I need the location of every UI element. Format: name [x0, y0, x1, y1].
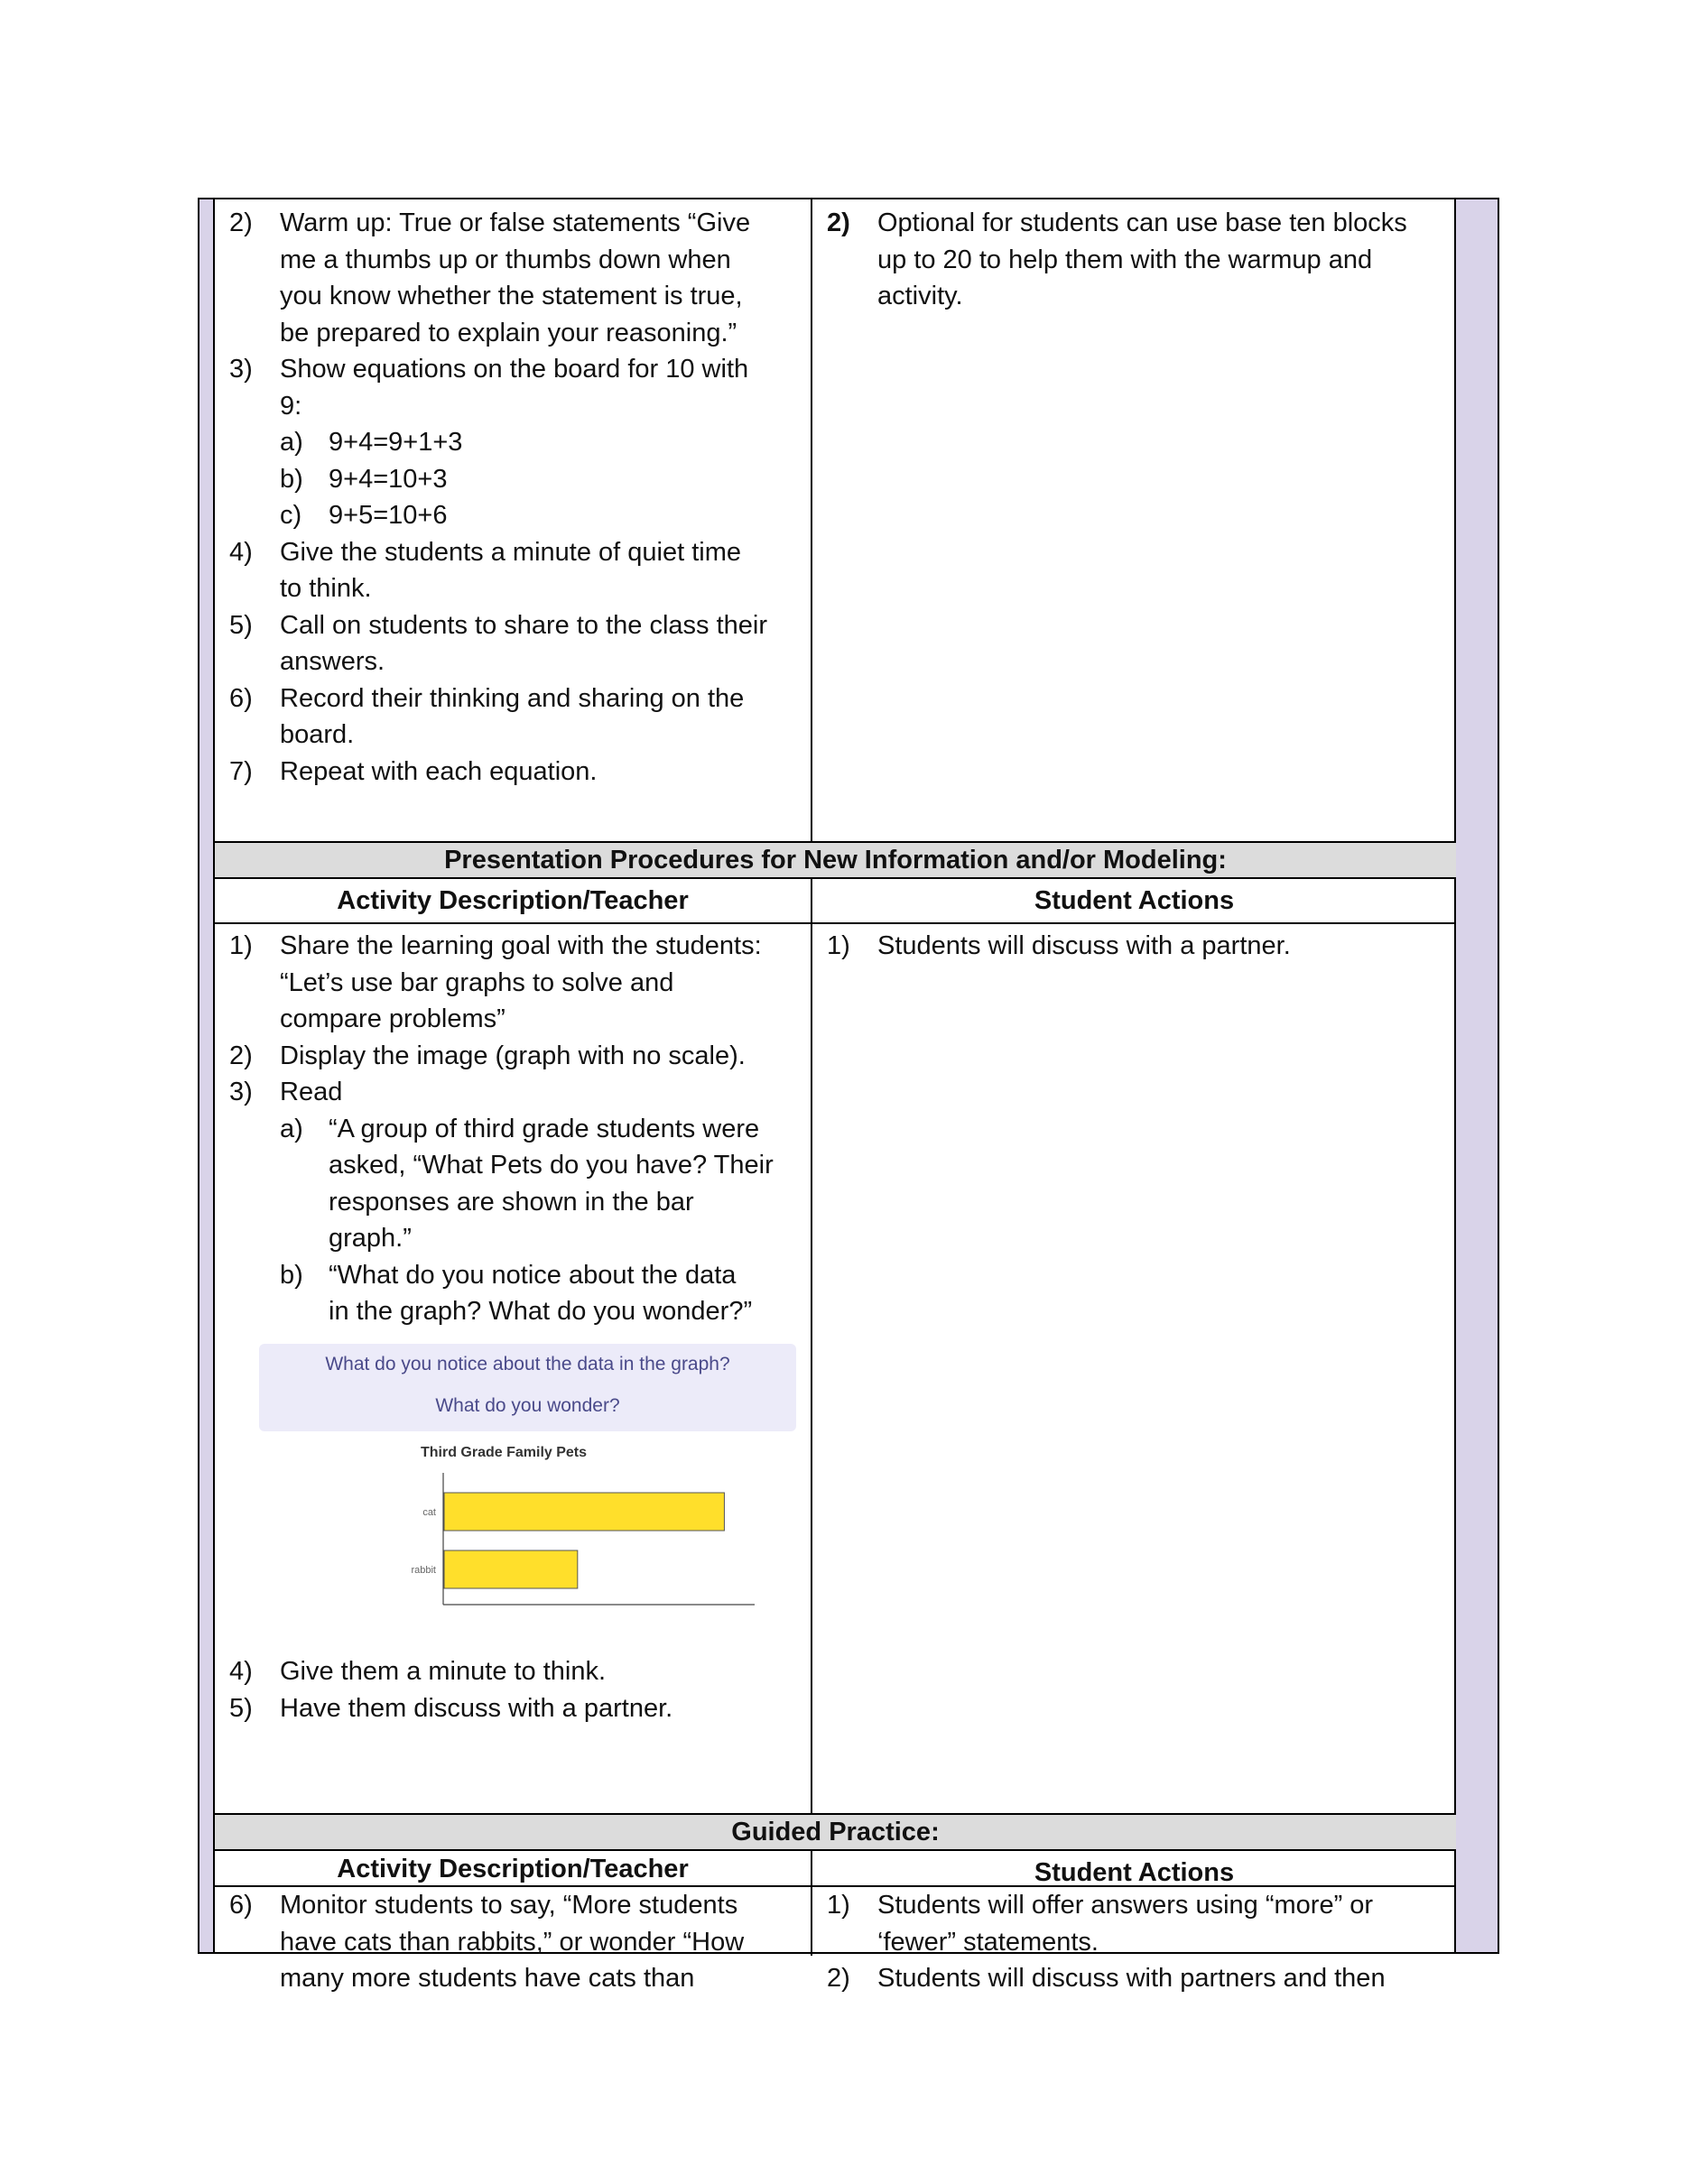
list-item: [215, 461, 811, 498]
callout-line-1: What do you notice about the data in the graph?: [325, 1354, 730, 1374]
guided-column-headings: [215, 1851, 1456, 1887]
list-item-number: 6): [229, 683, 253, 713]
list-item-number: 6): [229, 1891, 253, 1920]
lesson-plan-table: [198, 198, 1499, 1993]
list-item-line: Share the learning goal with the students:: [280, 931, 762, 960]
presentation-column-headings: [215, 879, 1456, 924]
list-item: [215, 680, 811, 754]
list-item: [215, 1257, 811, 1330]
list-item-line: 9:: [280, 391, 302, 421]
list-item-number: a): [280, 1114, 303, 1143]
list-item: [215, 1690, 811, 1727]
list-item-line: board.: [280, 720, 355, 749]
list-item: [215, 1038, 811, 1075]
list-item-number: b): [280, 1260, 303, 1290]
callout-line-2: What do you wonder?: [435, 1395, 620, 1416]
list-item-number: c): [280, 501, 302, 530]
presentation-student-cell: [812, 924, 1456, 1813]
list-item-number: 5): [229, 1693, 253, 1723]
list-item-number: 4): [229, 537, 253, 567]
list-item-number: a): [280, 428, 303, 457]
presentation-steps-list-continued: [215, 1653, 811, 1726]
list-item-number: 5): [229, 610, 253, 640]
list-item-line: up to 20 to help them with the warmup and: [877, 245, 1373, 274]
list-item-line: asked, “What Pets do you have? Their: [329, 1151, 774, 1180]
list-item: [215, 351, 811, 424]
warmup-steps-list: [215, 205, 811, 790]
list-item-line: Have them discuss with a partner.: [280, 1693, 673, 1723]
list-item: [215, 1887, 811, 1997]
list-item-number: 1): [827, 931, 850, 960]
presentation-steps-list: [215, 928, 811, 1330]
list-item-line: Read: [280, 1078, 343, 1106]
list-item-line: compare problems”: [280, 1004, 505, 1033]
list-item-line: Optional for students can use base ten blocks: [877, 208, 1407, 237]
list-item-line: Record their thinking and sharing on the: [280, 683, 745, 713]
list-item-line: Monitor students to say, “More students: [280, 1891, 738, 1920]
list-item: [812, 1960, 1456, 1997]
presentation-section-header: [215, 841, 1456, 879]
list-item-line: 9+5=10+6: [329, 501, 448, 530]
category-label-cat: cat: [422, 1507, 436, 1518]
list-item-number: 1): [229, 931, 253, 960]
list-item-line: “Let’s use bar graphs to solve and: [280, 967, 674, 997]
guided-student-list: [812, 1887, 1456, 1997]
list-item-line: responses are shown in the bar: [329, 1187, 694, 1217]
guided-practice-header: [215, 1813, 1456, 1851]
bar-cat: [444, 1493, 724, 1531]
list-item: [812, 928, 1456, 965]
lesson-table-body: [215, 199, 1456, 1993]
guided-content-row: [215, 1887, 1456, 1993]
guided-student-cell: [812, 1887, 1456, 1993]
list-item-line: you know whether the statement is true,: [280, 282, 743, 310]
guided-student-heading: [812, 1851, 1456, 1885]
list-item: [215, 928, 811, 1038]
list-item-number: 1): [827, 1891, 850, 1920]
warmup-student-cell: [812, 199, 1456, 841]
list-item-line: me a thumbs up or thumbs down when: [280, 245, 731, 274]
list-item-line: be prepared to explain your reasoning.”: [280, 318, 737, 347]
list-item-line: Show equations on the board for 10 with: [280, 355, 749, 384]
list-item-line: Call on students to share to the class their: [280, 610, 768, 640]
list-item-line: Display the image (graph with no scale).: [280, 1041, 746, 1070]
student-actions-heading: [812, 879, 1456, 922]
list-item-number: 2): [229, 1041, 253, 1070]
list-item: [215, 205, 811, 351]
list-item-line: “What do you notice about the data: [329, 1260, 737, 1290]
list-item-number: b): [280, 464, 303, 494]
list-item-number: 2): [827, 208, 850, 237]
student-actions-heading-text: Student Actions: [1034, 886, 1235, 915]
list-item: [215, 1111, 811, 1257]
warmup-teacher-cell: [215, 199, 812, 841]
right-margin-band: [1454, 199, 1498, 1952]
list-item-line: Warm up: True or false statements “Give: [280, 208, 751, 237]
list-item: [215, 497, 811, 534]
warmup-row: [215, 199, 1456, 841]
warmup-student-list: [812, 205, 1456, 315]
list-item-line: graph.”: [329, 1224, 412, 1253]
list-item-line: ‘fewer” statements.: [877, 1927, 1099, 1957]
list-item-line: have cats than rabbits,” or wonder “How: [280, 1927, 745, 1957]
list-item-line: 9+4=10+3: [329, 464, 448, 494]
notice-wonder-callout: [259, 1344, 796, 1431]
category-label-rabbit: rabbit: [411, 1565, 436, 1576]
list-item-line: Give the students a minute of quiet time: [280, 537, 741, 567]
left-margin-band: [199, 199, 215, 1952]
list-item: [215, 534, 811, 607]
guided-activity-heading: [215, 1851, 812, 1885]
list-item: [812, 1887, 1456, 1960]
list-item-number: 4): [229, 1657, 253, 1686]
list-item-line: in the graph? What do you wonder?”: [329, 1297, 753, 1326]
list-item-line: answers.: [280, 647, 385, 676]
list-item-line: Students will offer answers using “more” or: [877, 1891, 1374, 1920]
list-item-number: 7): [229, 756, 253, 786]
presentation-teacher-cell: [215, 924, 812, 1813]
guided-teacher-cell: [215, 1887, 812, 1993]
chart-title: Third Grade Family Pets: [420, 1445, 588, 1460]
list-item-number: 2): [229, 208, 253, 237]
bar-rabbit: [444, 1550, 578, 1588]
list-item-line: many more students have cats than: [280, 1964, 695, 1993]
guided-steps-list: [215, 1887, 811, 1997]
guided-activity-heading-text: Activity Description/Teacher: [337, 1855, 689, 1883]
list-item-line: “A group of third grade students were: [329, 1114, 760, 1143]
presentation-header-text: Presentation Procedures for New Information and/or Modeling:: [444, 846, 1227, 875]
guided-student-heading-text: Student Actions: [1034, 1858, 1235, 1887]
guided-header-text: Guided Practice:: [731, 1818, 940, 1846]
list-item: [215, 424, 811, 461]
list-item-line: 9+4=9+1+3: [329, 428, 463, 457]
pets-chart-svg: [323, 1437, 793, 1617]
list-item-number: 3): [229, 1078, 253, 1106]
list-item-number: 2): [827, 1964, 850, 1993]
list-item-line: activity.: [877, 282, 963, 310]
list-item: [812, 205, 1456, 315]
list-item: [215, 1074, 811, 1111]
list-item-line: Give them a minute to think.: [280, 1657, 607, 1686]
activity-heading-text: Activity Description/Teacher: [337, 886, 689, 915]
list-item: [215, 607, 811, 680]
presentation-student-list: [812, 928, 1456, 965]
list-item-line: to think.: [280, 574, 372, 603]
activity-description-heading: [215, 879, 812, 922]
list-item: [215, 1653, 811, 1690]
list-item-line: Repeat with each equation.: [280, 756, 598, 786]
list-item-line: Students will discuss with partners and then: [877, 1964, 1386, 1993]
pets-bar-chart: [323, 1437, 793, 1617]
list-item: [215, 754, 811, 791]
list-item-number: 3): [229, 355, 253, 384]
presentation-content-row: [215, 924, 1456, 1813]
list-item-line: Students will discuss with a partner.: [877, 931, 1291, 960]
